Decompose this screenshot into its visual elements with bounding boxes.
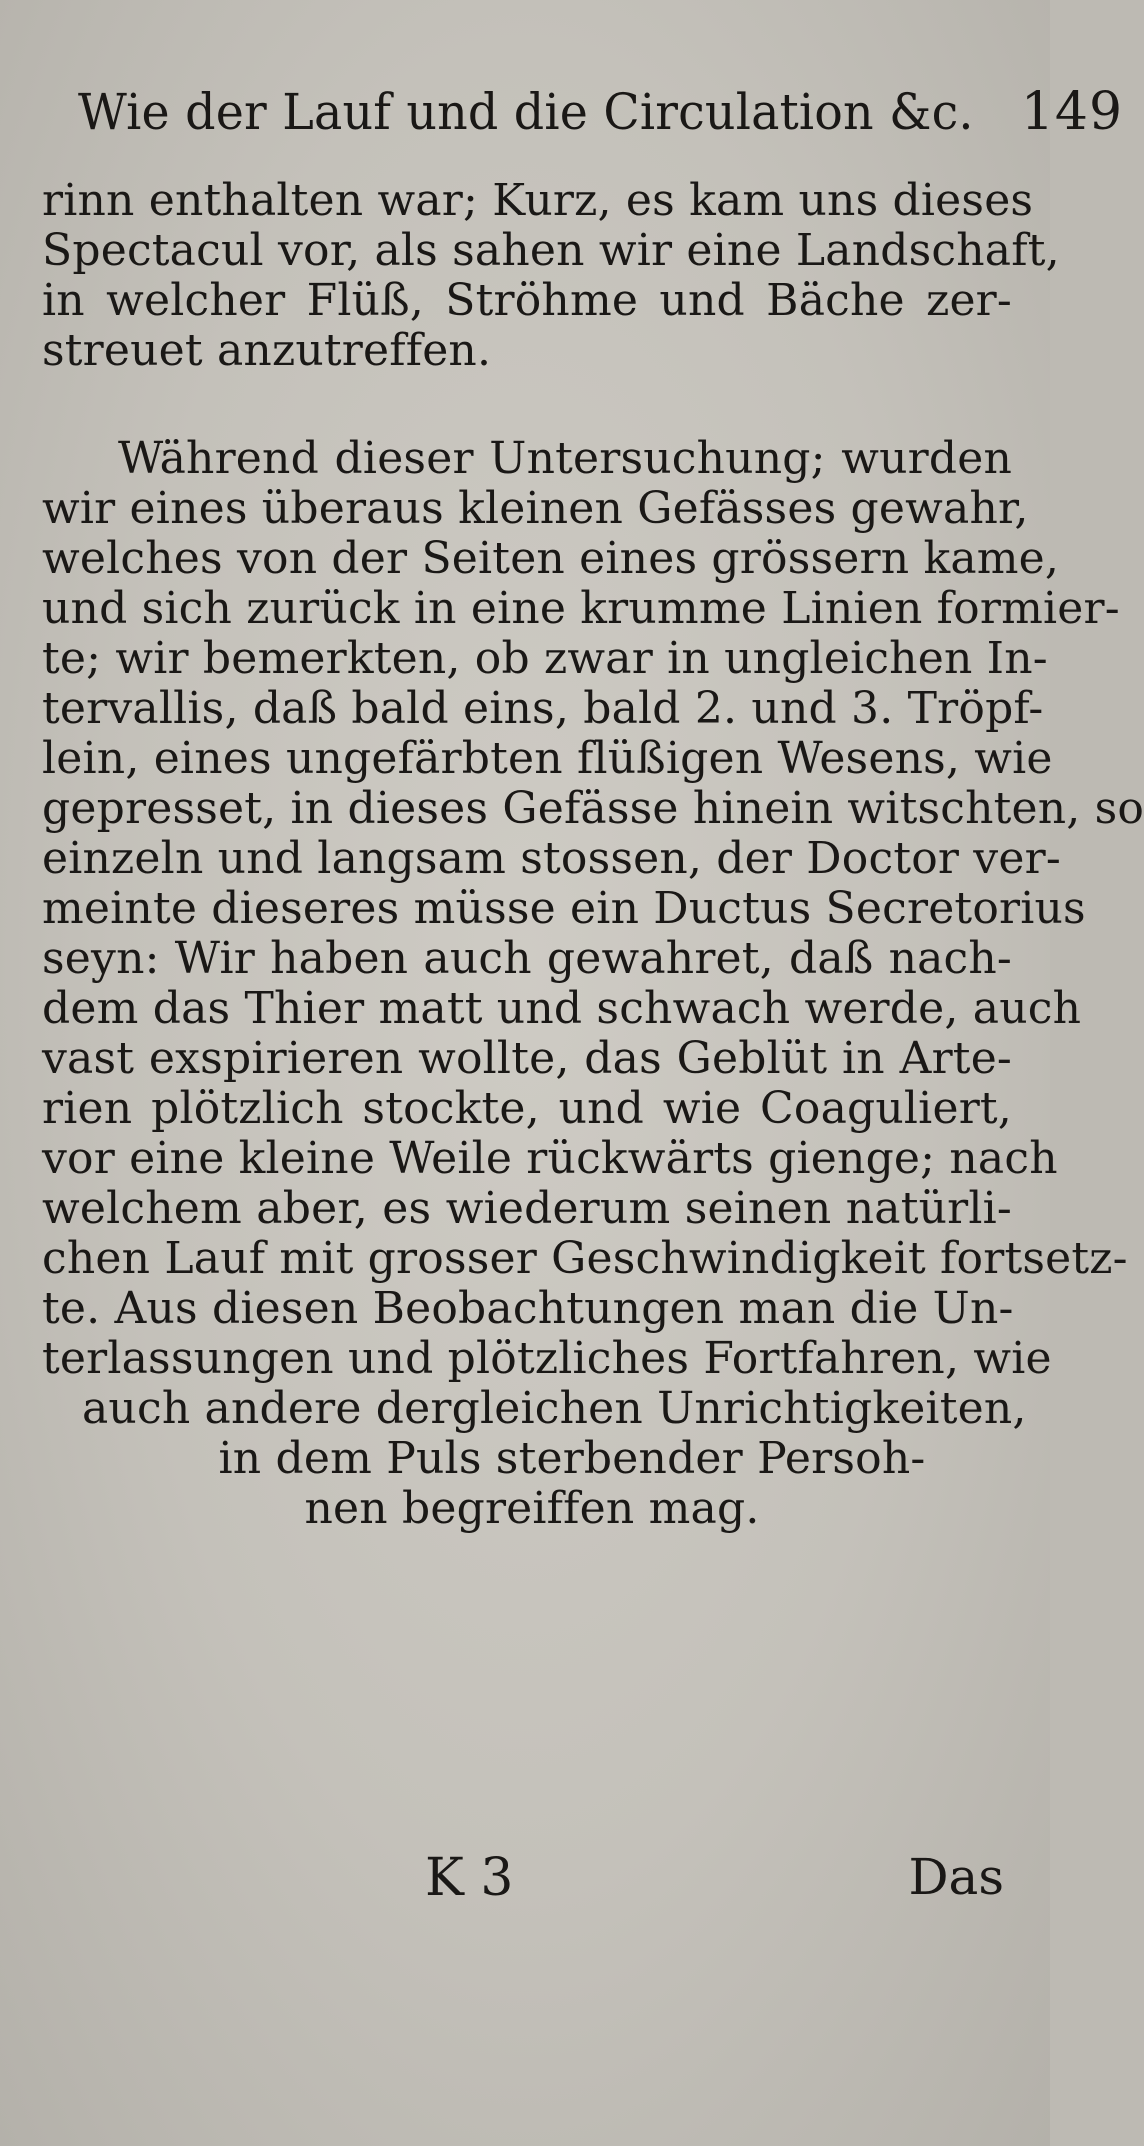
text-line: Spectacul vor, als sahen wir eine Landschaft, — [42, 225, 1060, 276]
body-text — [42, 175, 1144, 1534]
text-line: nen begreiffen mag. — [304, 1483, 760, 1534]
text-line: in dem Puls sterbender Persoh- — [218, 1433, 926, 1484]
signature-mark: K 3 — [425, 1848, 514, 1908]
text-line: gepresset, in dieses Gefässe hinein witschten, so — [42, 783, 1144, 834]
paragraph-gap — [42, 376, 1012, 434]
text-line: dem das Thier matt und schwach werde, auch — [42, 983, 1082, 1034]
text-line: Während dieser Untersuchung; wurden — [118, 433, 1012, 484]
text-line: welches von der Seiten eines grössern kame, — [42, 533, 1060, 584]
text-line: rinn enthalten war; Kurz, es kam uns dieses — [42, 175, 1034, 226]
catchword: Das — [908, 1848, 1004, 1906]
text-line: te. Aus diesen Beobachtungen man die Un- — [42, 1283, 1014, 1334]
text-line: te; wir bemerkten, ob zwar in ungleichen In- — [42, 633, 1048, 684]
text-line: auch andere dergleichen Unrichtigkeiten, — [82, 1383, 1027, 1434]
text-line: rien plötzlich stockte, und wie Coaguliert, — [42, 1083, 1012, 1134]
text-line: vor eine kleine Weile rückwärts gienge; nach — [42, 1133, 1058, 1184]
text-line: vast exspirieren wollte, das Geblüt in Arte- — [42, 1033, 1012, 1084]
text-line: streuet anzutreffen. — [42, 325, 492, 376]
text-line: chen Lauf mit grosser Geschwindigkeit fortsetz- — [42, 1233, 1128, 1284]
text-line: tervallis, daß bald eins, bald 2. und 3. Tröpf- — [42, 683, 1044, 734]
text-line: terlassungen und plötzliches Fortfahren, wie — [42, 1333, 1052, 1384]
text-line: lein, eines ungefärbten flüßigen Wesens, wie — [42, 733, 1053, 784]
text-line: welchem aber, es wiederum seinen natürli- — [42, 1183, 1012, 1234]
text-line: seyn: Wir haben auch gewahret, daß nach- — [42, 933, 1012, 984]
page-header — [78, 82, 1124, 152]
page-number: 149 — [1020, 82, 1124, 142]
text-line: meinte dieseres müsse ein Ductus Secretorius — [42, 883, 1086, 934]
page-footer — [0, 1848, 1050, 1928]
text-line: und sich zurück in eine krumme Linien formier- — [42, 583, 1120, 634]
text-line: einzeln und langsam stossen, der Doctor ver- — [42, 833, 1061, 884]
text-line: in welcher Flüß, Ströhme und Bäche zer- — [42, 275, 1012, 326]
text-line: wir eines überaus kleinen Gefässes gewahr, — [42, 483, 1029, 534]
running-title: Wie der Lauf und die Circulation &c. — [78, 83, 974, 141]
